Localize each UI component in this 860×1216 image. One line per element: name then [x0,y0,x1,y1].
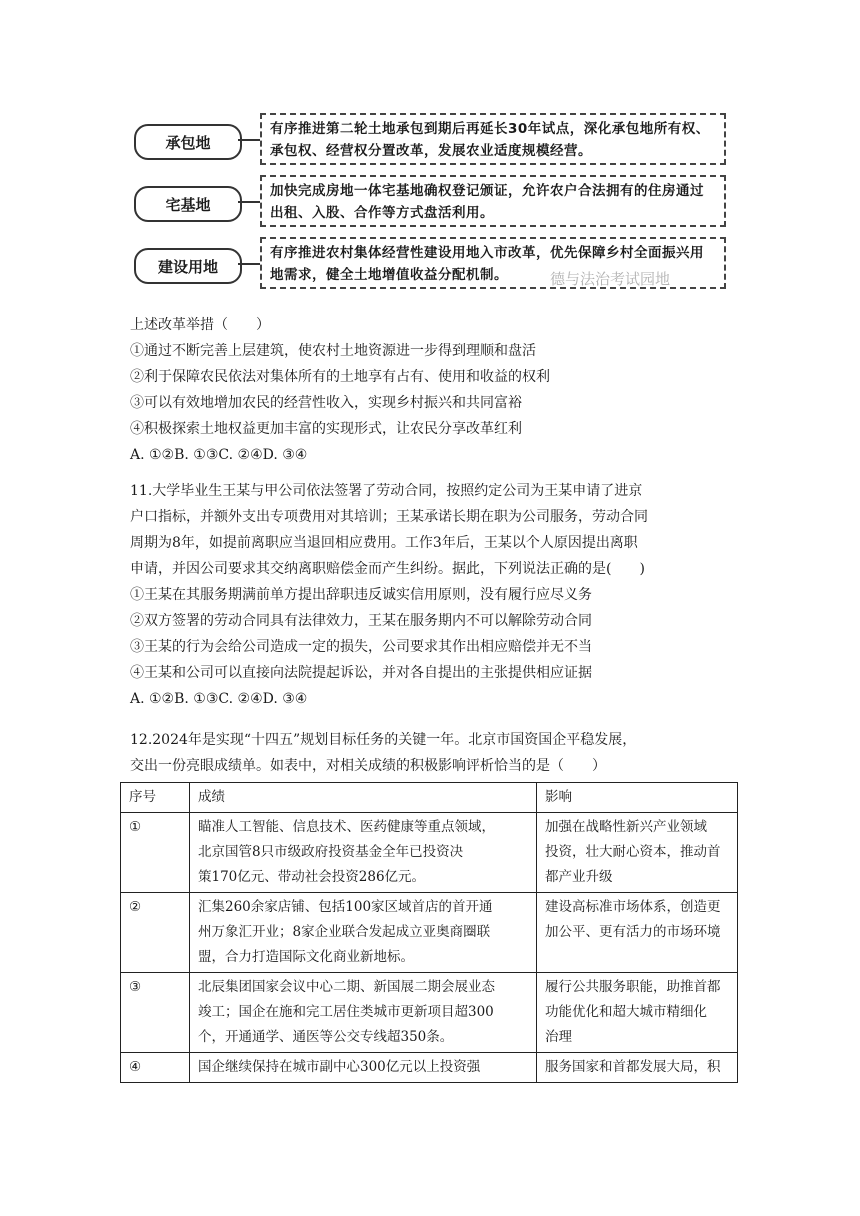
question-11 [130,478,750,712]
cell-line: 功能优化和超大城市精细化 [545,1004,707,1020]
question-stem: 上述改革举措（ ） [130,317,270,333]
header-result: 成绩 [190,783,537,813]
question-stem-line: 申请，并因公司要求其交纳离职赔偿金而产生纠纷。据此，下列说法正确的是( ) [130,561,645,577]
question-stem-line: 户口指标，并额外支出专项费用对其培训；王某承诺长期在职为公司服务，劳动合同 [130,509,648,525]
cell-line: 都产业升级 [545,869,613,885]
achievements-table [120,782,738,1083]
result-cell [190,813,537,893]
option-2: ②双方签署的劳动合同具有法律效力，王某在服务期内不可以解除劳动合同 [130,613,592,629]
result-cell [190,1053,537,1083]
table-row [121,813,738,893]
result-cell [190,893,537,973]
option-4: ④积极探索土地权益更加丰富的实现形式，让农民分享改革红利 [130,421,522,437]
row-number: ② [121,893,190,973]
answer-choices: A. ①②B. ①③C. ②④D. ③④ [130,447,308,463]
option-1: ①王某在其服务期满前单方提出辞职违反诚实信用原则，没有履行应尽义务 [130,587,592,603]
cell-line: 投资，壮大耐心资本，推动首 [545,844,721,860]
question-stem-line: 交出一份亮眼成绩单。如表中，对相关成绩的积极影响评析恰当的是（ ） [130,758,606,774]
header-impact: 影响 [537,783,738,813]
option-1: ①通过不断完善上层建筑，使农村土地资源进一步得到理顺和盘活 [130,343,536,359]
impact-cell [537,893,738,973]
table-row [121,893,738,973]
impact-cell [537,1053,738,1083]
diagram-row-contract-land [120,110,740,168]
cell-line: 瞄准人工智能、信息技术、医药健康等重点领域， [198,819,495,835]
cell-line: 州万象汇开业；8家企业联合发起成立亚奥商圈联 [198,924,491,940]
answer-choices: A. ①②B. ①③C. ②④D. ③④ [130,691,308,707]
table-row [121,1053,738,1083]
cell-line: 个，开通通学、通医等公交专线超350条。 [198,1029,454,1045]
question-10 [130,312,750,468]
row-number: ③ [121,973,190,1053]
cell-line: 竣工；国企在施和完工居住类城市更新项目超300 [198,1004,494,1020]
diagram-row-homestead [120,172,740,230]
cell-line: 北辰集团国家会议中心二期、新国展二期会展业态 [198,979,495,995]
cell-line: 北京国管8只市级政府投资基金全年已投资决 [198,844,464,860]
cell-line: 建设高标准市场体系，创造更 [545,899,721,915]
option-3: ③可以有效地增加农民的经营性收入，实现乡村振兴和共同富裕 [130,395,522,411]
description-contract-land: 有序推进第二轮土地承包到期后再延长30年试点，深化承包地所有权、承包权、经营权分置改革，发展农业适度规模经营。 [260,113,726,165]
impact-cell [537,813,738,893]
label-construction-land: 建设用地 [134,248,242,284]
watermark: 德与法治考试园地 [550,270,671,288]
row-number: ① [121,813,190,893]
question-12 [130,727,750,779]
table-header-row [121,783,738,813]
cell-line: 策170亿元、带动社会投资286亿元。 [198,869,426,885]
question-stem-line: 11.大学毕业生王某与甲公司依法签署了劳动合同，按照约定公司为王某申请了进京 [130,483,643,499]
land-reform-diagram [120,110,740,300]
option-3: ③王某的行为会给公司造成一定的损失，公司要求其作出相应赔偿并无不当 [130,639,592,655]
option-2: ②利于保障农民依法对集体所有的土地享有占有、使用和收益的权利 [130,369,550,385]
impact-cell [537,973,738,1053]
description-homestead: 加快完成房地一体宅基地确权登记颁证，允许农户合法拥有的住房通过出租、入股、合作等方式盘活利用。 [260,175,726,227]
result-cell [190,973,537,1053]
cell-line: 治理 [545,1029,572,1045]
header-no: 序号 [121,783,190,813]
cell-line: 加强在战略性新兴产业领域 [545,819,707,835]
row-number: ④ [121,1053,190,1083]
cell-line: 国企继续保持在城市副中心300亿元以上投资强 [198,1059,481,1075]
cell-line: 服务国家和首都发展大局，积 [545,1059,721,1075]
label-homestead: 宅基地 [134,186,242,222]
label-contract-land: 承包地 [134,124,242,160]
cell-line: 盟，合力打造国际文化商业新地标。 [198,949,414,965]
cell-line: 加公平、更有活力的市场环境 [545,924,721,940]
question-stem-line: 12.2024年是实现“十四五”规划目标任务的关键一年。北京市国资国企平稳发展， [130,732,637,748]
connector-line [238,139,260,141]
connector-line [238,201,260,203]
table-row [121,973,738,1053]
question-stem-line: 周期为8年，如提前离职应当退回相应费用。工作3年后，王某以个人原因提出离职 [130,535,638,551]
description-construction-land: 有序推进农村集体经营性建设用地入市改革，优先保障乡村全面振兴用地需求，健全土地增值收益分配机制。 [260,237,726,289]
option-4: ④王某和公司可以直接向法院提起诉讼，并对各自提出的主张提供相应证据 [130,665,592,681]
cell-line: 履行公共服务职能，助推首都 [545,979,721,995]
connector-line [238,263,260,265]
cell-line: 汇集260余家店铺、包括100家区域首店的首开通 [198,899,493,915]
